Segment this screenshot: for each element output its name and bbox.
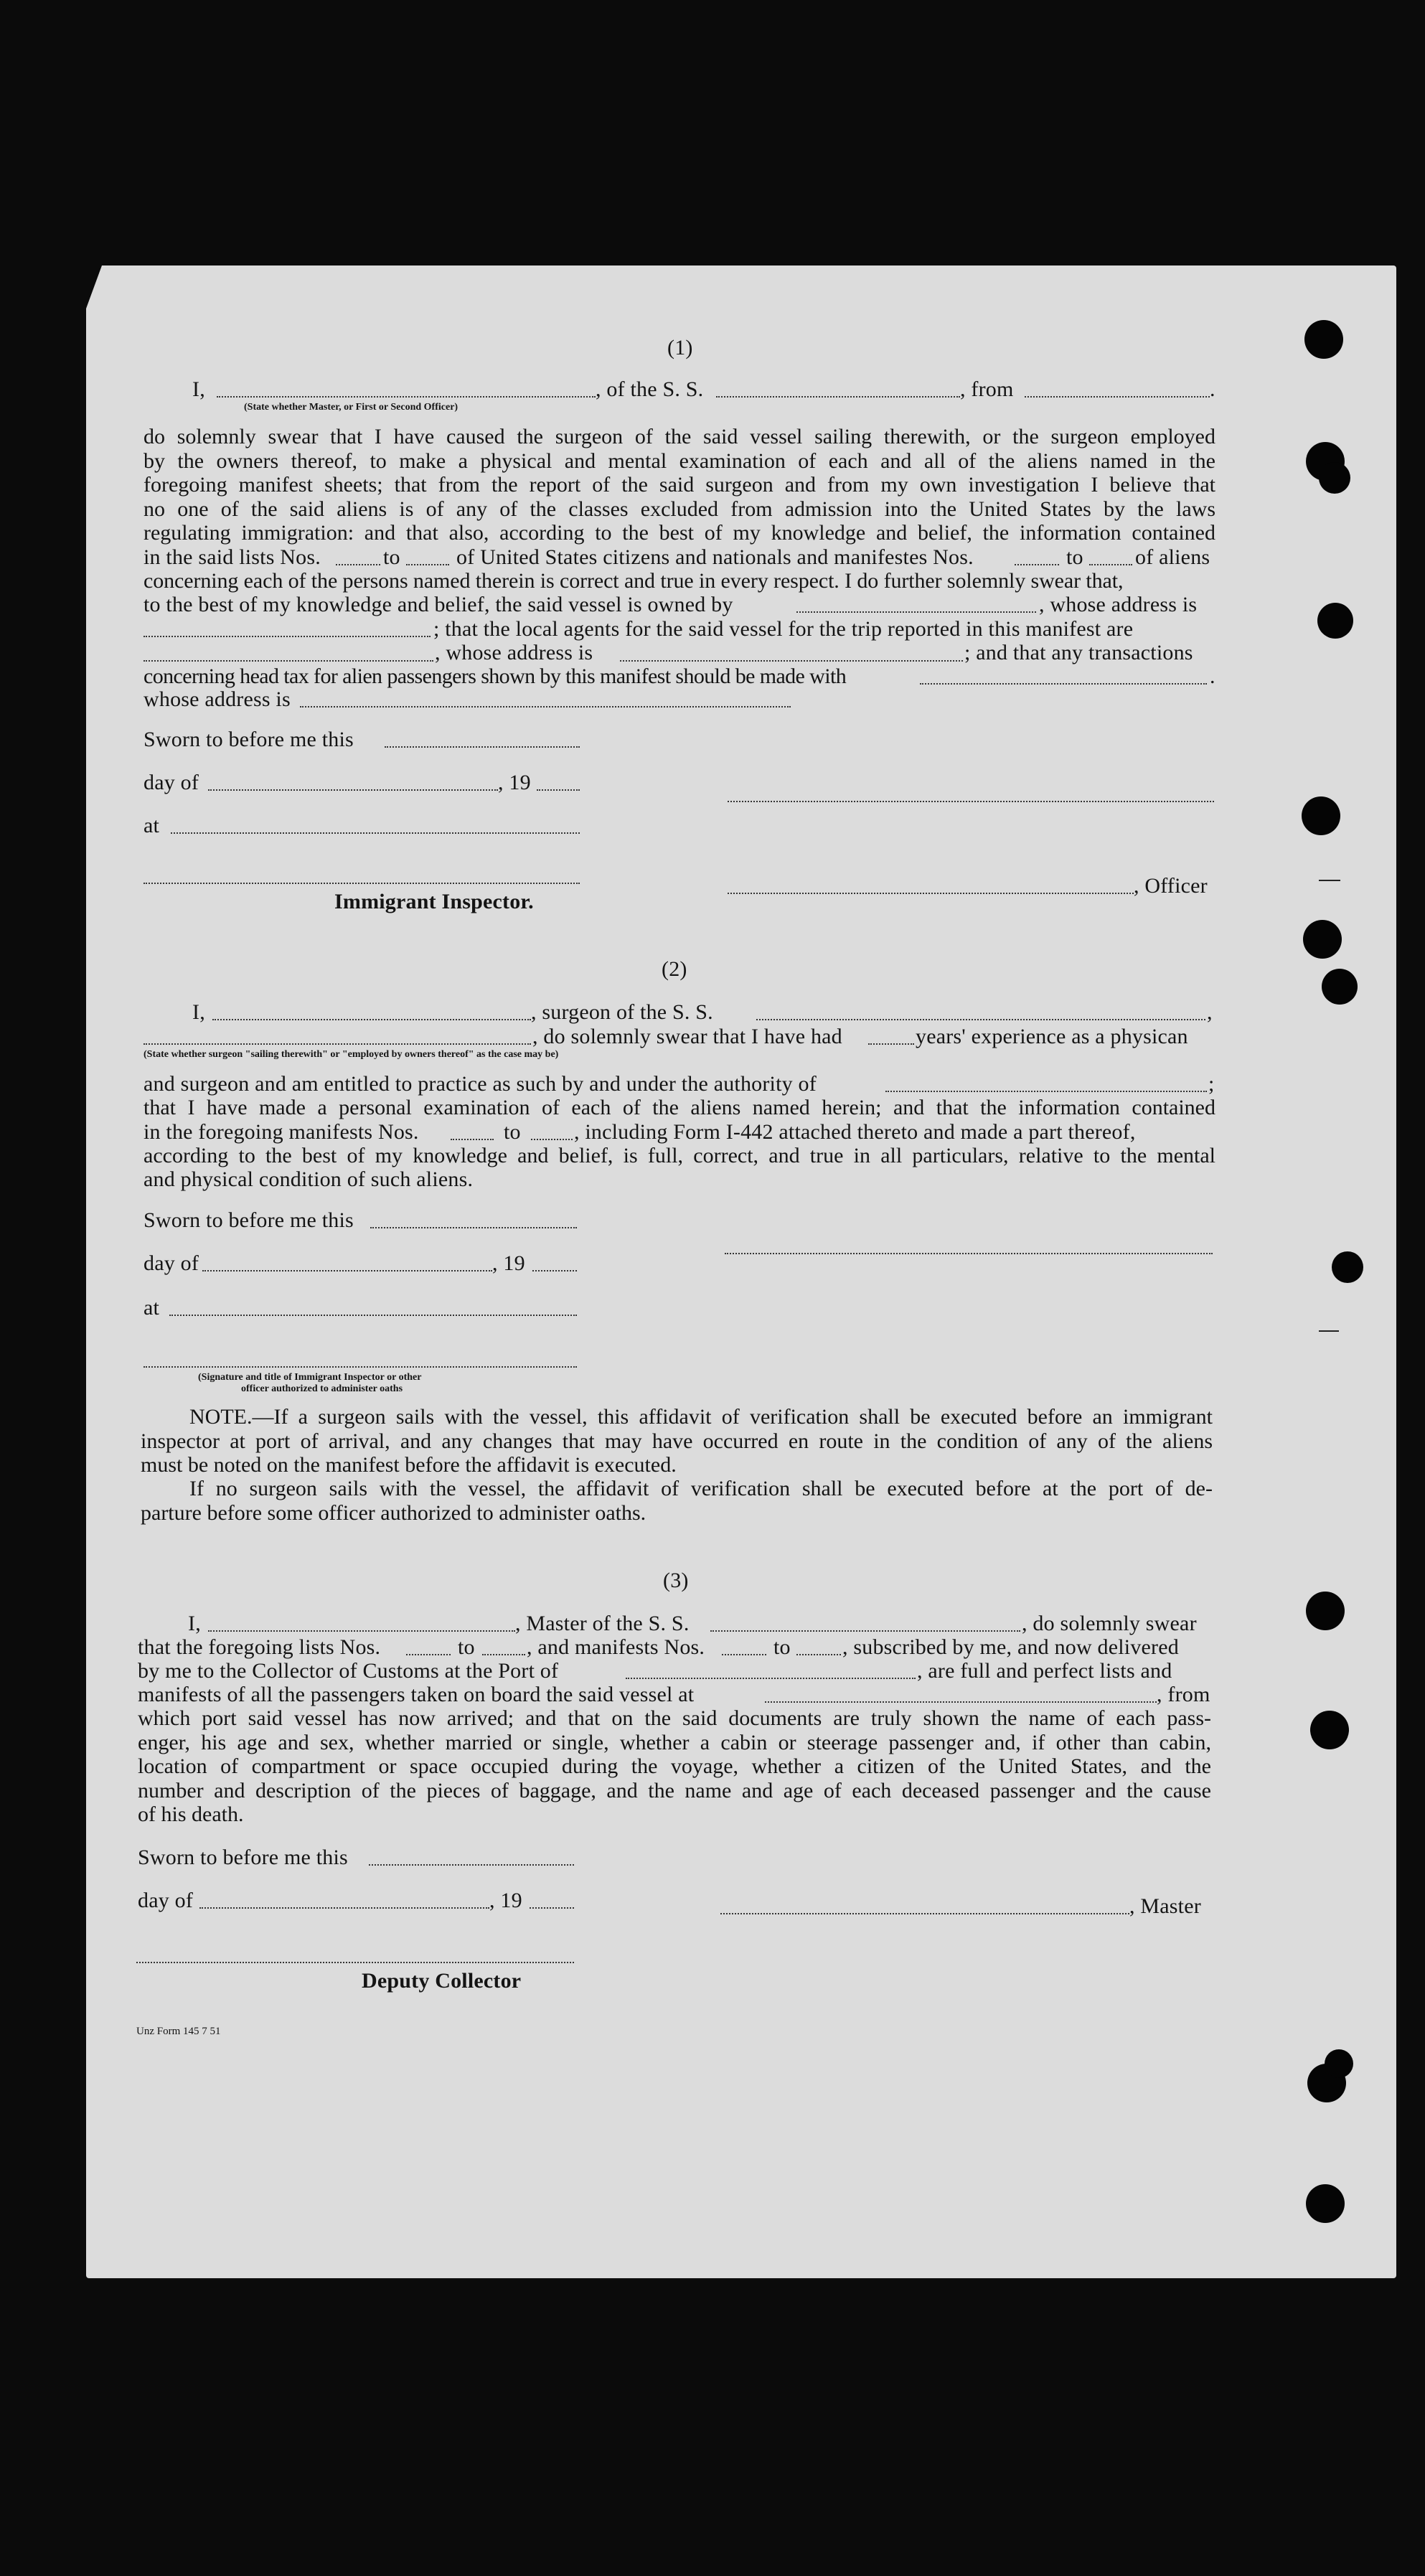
s3-master-signature-field[interactable] — [720, 1913, 1129, 1914]
s2-paragraph-2: according to the best of my knowledge and belief, is full, correct, and true in all particulars, relative to the mental — [144, 1144, 1215, 1167]
s2-authority-end: ; — [1208, 1072, 1215, 1096]
s2-i: I, — [192, 1000, 205, 1024]
s2-sig-caption-1: (Signature and title of Immigrant Inspector or other — [198, 1372, 422, 1383]
s1-dayof: day of — [144, 771, 199, 794]
s3-year: , 19 — [489, 1889, 522, 1912]
folded-corner — [86, 265, 102, 309]
s2-ship-field[interactable] — [756, 1019, 1205, 1020]
s1-whose-field[interactable] — [300, 706, 791, 708]
s2-manifests-end: , including Form I-442 attached thereto and made a part thereof, — [574, 1120, 1136, 1144]
s1-day-field[interactable] — [208, 789, 498, 791]
s1-owner-field[interactable] — [796, 611, 1036, 613]
s3-deputy-label: Deputy Collector — [362, 1969, 522, 1993]
section-3-number: (3) — [663, 1569, 689, 1592]
s3-sworn-field[interactable] — [369, 1864, 574, 1866]
note-paragraph-2: If no surgeon sails with the vessel, the affidavit of verification shall be executed before at the port of de- parture before some officer authorized to administer oaths. — [141, 1477, 1213, 1525]
s3-lists-from-field[interactable] — [406, 1654, 451, 1655]
s1-at-field[interactable] — [171, 832, 580, 834]
s1-lists-end: of aliens — [1135, 545, 1210, 569]
s2-name-field[interactable] — [212, 1019, 531, 1020]
s1-ship-field[interactable] — [716, 396, 960, 398]
s1-agents-field[interactable] — [144, 660, 433, 662]
binder-hole — [1304, 320, 1343, 359]
binder-hole — [1317, 603, 1353, 639]
s2-at: at — [144, 1296, 160, 1320]
s1-at: at — [144, 814, 160, 837]
s2-manifests-to: to — [504, 1120, 521, 1144]
s1-lists-to: to — [383, 545, 400, 569]
s2-at-field[interactable] — [169, 1315, 577, 1316]
s2-surgeon-label: , surgeon of the S. S. — [531, 1000, 713, 1024]
s2-years-field[interactable] — [868, 1043, 914, 1045]
s2-last-line: and physical condition of such aliens. — [144, 1167, 474, 1191]
s1-lists-label: in the said lists Nos. — [144, 545, 321, 569]
binder-hole — [1322, 969, 1358, 1005]
s1-from-label: , from — [960, 377, 1014, 401]
binder-hole — [1310, 1711, 1349, 1749]
s3-manifests-label: , and manifests Nos. — [527, 1635, 705, 1659]
s1-headtax-label: concerning head tax for alien passengers shown by this manifest should be made with — [144, 664, 847, 688]
binder-hole — [1306, 2184, 1345, 2223]
s3-day-field[interactable] — [199, 1907, 489, 1909]
s2-day-field[interactable] — [202, 1270, 492, 1271]
s2-inspector-signature-field[interactable] — [144, 1366, 577, 1368]
section-1-number: (1) — [667, 336, 693, 359]
s1-owned-end: , whose address is — [1039, 593, 1198, 616]
s1-manifests-to-field[interactable] — [1089, 564, 1132, 565]
s1-concerning: concerning each of the persons named therein is correct and true in every respect. I do further solemnly swear that, — [144, 569, 1124, 593]
s3-manifests-to: to — [773, 1635, 791, 1659]
s3-manifests-from-field[interactable] — [722, 1654, 766, 1655]
s3-origin-port-field[interactable] — [765, 1701, 1157, 1703]
s1-inspector-signature-field[interactable] — [144, 883, 580, 884]
s1-headtax-end: . — [1210, 664, 1215, 688]
s2-surgeon-type-field[interactable] — [144, 1043, 531, 1045]
s1-lists-mid: of United States citizens and nationals and manifestes Nos. — [456, 545, 974, 569]
s2-surgeon-signature-field[interactable] — [725, 1253, 1213, 1254]
s2-manifests-to-field[interactable] — [531, 1139, 573, 1140]
form-number: Unz Form 145 7 51 — [136, 2026, 221, 2037]
s3-line1-end: , do solemnly swear — [1022, 1612, 1197, 1635]
s2-swear: , do solemnly swear that I have had — [532, 1025, 842, 1048]
binder-hole — [1332, 1251, 1363, 1283]
s1-lists-from-field[interactable] — [336, 564, 380, 565]
s3-name-field[interactable] — [208, 1630, 515, 1632]
section-2-number: (2) — [662, 957, 687, 981]
margin-mark — [1319, 880, 1340, 881]
s3-sworn: Sworn to before me this — [138, 1846, 348, 1869]
s1-year: , 19 — [498, 771, 531, 794]
s1-from-field[interactable] — [1025, 396, 1210, 398]
margin-mark — [1319, 1330, 1339, 1332]
s1-manifests-from-field[interactable] — [1015, 564, 1059, 565]
s2-dayof: day of — [144, 1251, 199, 1275]
s2-authority: and surgeon and am entitled to practice as such by and under the authority of — [144, 1072, 817, 1096]
binder-hole — [1319, 462, 1350, 494]
s2-year-field[interactable] — [532, 1270, 577, 1271]
s3-manifests-to-field[interactable] — [796, 1654, 841, 1655]
binder-hole — [1306, 1592, 1345, 1630]
s2-line1-end: , — [1207, 1000, 1213, 1024]
s2-authority-field[interactable] — [885, 1091, 1207, 1092]
binder-hole — [1302, 796, 1340, 835]
s1-sworn: Sworn to before me this — [144, 728, 354, 751]
s1-paragraph: do solemnly swear that I have caused the surgeon of the said vessel sailing therewith, or the surgeon employed by the owners thereof, to make a physical and mental examination of each and all of the aliens named in the foregoing manifest sheets; that from the report of the said surgeon and from my own investigation I believe that no one of the said aliens is of any of the classes excluded from admission into the United States by the laws regulating immigration: and that also, according to the best of my knowledge and belief, the information contained — [144, 425, 1215, 545]
s1-sworn-field[interactable] — [385, 746, 580, 748]
s1-agents-end: ; and that any transactions — [964, 641, 1193, 664]
s1-year-field[interactable] — [537, 789, 580, 791]
s3-collector-signature-field[interactable] — [136, 1962, 574, 1963]
s2-manifests-from-field[interactable] — [451, 1139, 494, 1140]
s1-whose-label: whose address is — [144, 687, 291, 711]
s2-years-label: years' experience as a physican — [916, 1025, 1188, 1048]
s1-owner-address-field[interactable] — [144, 636, 431, 637]
s1-lists-to-field[interactable] — [406, 564, 449, 565]
s1-agents-addr: , whose address is — [435, 641, 593, 664]
s1-signature-officer-field[interactable] — [728, 801, 1214, 802]
s1-i: I, — [192, 377, 205, 401]
s3-master-label: , Master of the S. S. — [515, 1612, 690, 1635]
s2-sworn: Sworn to before me this — [144, 1208, 354, 1232]
s1-agents-label: ; that the local agents for the said vessel for the trip reported in this manifest are — [433, 617, 1134, 641]
s1-headtax-field[interactable] — [920, 683, 1207, 685]
s2-sworn-field[interactable] — [370, 1227, 577, 1228]
s3-ship-field[interactable] — [710, 1630, 1020, 1632]
s1-ship-label: , of the S. S. — [596, 377, 704, 401]
s3-passengers-label: manifests of all the passengers taken on board the said vessel at — [138, 1683, 695, 1706]
s1-agents-address-field[interactable] — [620, 660, 963, 662]
s3-line4-end: , from — [1157, 1683, 1210, 1706]
s3-i: I, — [188, 1612, 201, 1635]
s3-line3-end: , are full and perfect lists and — [917, 1659, 1172, 1683]
note-paragraph-1: NOTE.—If a surgeon sails with the vessel, this affidavit of verification shall be executed before an immigrant inspector at port of arrival, and any changes that may have occurred en route in the condition of any of the aliens must be noted on the manifest before the affidavit is executed. — [141, 1405, 1213, 1477]
s3-dayof: day of — [138, 1889, 194, 1912]
binder-hole — [1303, 920, 1342, 959]
s3-year-field[interactable] — [530, 1907, 574, 1909]
s1-officer-label: , Officer — [1134, 874, 1208, 898]
s2-sig-caption-2: officer authorized to administer oaths — [241, 1383, 403, 1394]
s3-lists-to: to — [458, 1635, 475, 1659]
binder-hole — [1325, 2049, 1353, 2078]
s1-caption: (State whether Master, or First or Second Officer) — [244, 402, 458, 413]
s3-paragraph: which port said vessel has now arrived; and that on the said documents are truly shown the name of each pass- enger, his age and sex, whether married or single, whether a cabin or steerage passenger and, if other than cabin, location of compartment or space occupied during the voyage, whether a citizen of the United States, and the number and description of the pieces of baggage, and the name and age of each deceased passenger and the cause of his death. — [138, 1706, 1211, 1826]
s1-officer-field[interactable] — [217, 396, 596, 398]
s3-port-label: by me to the Collector of Customs at the Port of — [138, 1659, 559, 1683]
s3-lists-to-field[interactable] — [482, 1654, 525, 1655]
s2-year: , 19 — [492, 1251, 525, 1275]
s1-line1-end: . — [1210, 377, 1215, 401]
s2-paragraph: that I have made a personal examination of each of the aliens named herein; and that the information contained — [144, 1096, 1215, 1119]
s1-manifests-to: to — [1066, 545, 1083, 569]
s2-manifests-label: in the foregoing manifests Nos. — [144, 1120, 419, 1144]
s1-owned-label: to the best of my knowledge and belief, the said vessel is owned by — [144, 593, 733, 616]
s1-officer-signature-field[interactable] — [728, 893, 1134, 894]
s2-caption: (State whether surgeon "sailing therewith" or "employed by owners thereof" as the case may be) — [144, 1049, 559, 1060]
s3-lists-label: that the foregoing lists Nos. — [138, 1635, 381, 1659]
s3-port-field[interactable] — [626, 1678, 916, 1679]
s1-inspector-label: Immigrant Inspector. — [334, 890, 534, 913]
s3-master-label-sig: , Master — [1129, 1894, 1201, 1918]
s3-line2-end: , subscribed by me, and now delivered — [842, 1635, 1179, 1659]
